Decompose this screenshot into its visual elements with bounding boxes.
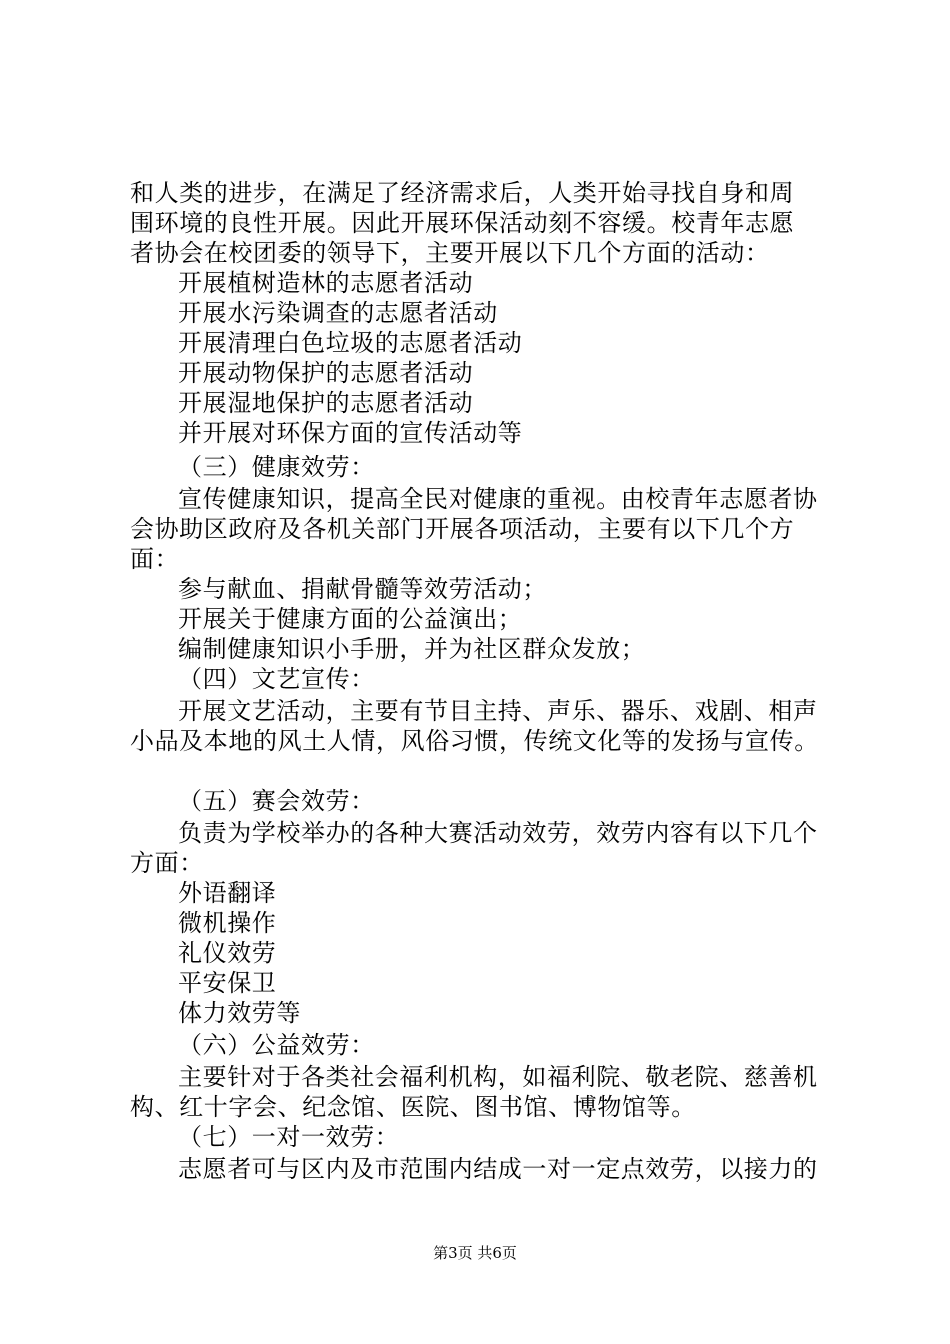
paragraph-line: 志愿者可与区内及市范围内结成一对一定点效劳，以接力的 [178, 1155, 818, 1183]
list-item: 开展水污染调查的志愿者活动 [178, 299, 498, 327]
list-item: 开展湿地保护的志愿者活动 [178, 389, 474, 417]
list-item: 礼仪效劳 [178, 939, 277, 967]
list-item: 并开展对环保方面的宣传活动等 [178, 419, 523, 447]
section-heading: （六）公益效劳： [178, 1031, 375, 1059]
paragraph-line: 主要针对于各类社会福利机构，如福利院、敬老院、慈善机 [178, 1063, 818, 1091]
list-item: 开展清理白色垃圾的志愿者活动 [178, 329, 523, 357]
list-item: 参与献血、捐献骨髓等效劳活动； [178, 575, 547, 603]
list-item: 编制健康知识小手册，并为社区群众发放； [178, 635, 646, 663]
section-heading: （四）文艺宣传： [178, 665, 375, 693]
paragraph-line: 构、红十字会、纪念馆、医院、图书馆、博物馆等。 [130, 1093, 696, 1121]
paragraph-line: 小品及本地的风土人情，风俗习惯，传统文化等的发扬与宣传。 [130, 727, 819, 755]
paragraph-line: 者协会在校团委的领导下，主要开展以下几个方面的活动： [130, 239, 770, 267]
section-heading: （五）赛会效劳： [178, 787, 375, 815]
paragraph-line: 和人类的进步，在满足了经济需求后，人类开始寻找自身和周 [130, 179, 795, 207]
list-item: 平安保卫 [178, 969, 277, 997]
paragraph-line: 会协助区政府及各机关部门开展各项活动，主要有以下几个方 [130, 515, 795, 543]
paragraph-line: 方面： [130, 849, 204, 877]
section-heading: （三）健康效劳： [178, 453, 375, 481]
list-item: 外语翻译 [178, 879, 277, 907]
list-item: 体力效劳等 [178, 999, 301, 1027]
page-number-footer: 第3页 共6页 [433, 1244, 517, 1262]
list-item: 开展关于健康方面的公益演出； [178, 605, 523, 633]
paragraph-line: 负责为学校举办的各种大赛活动效劳，效劳内容有以下几个 [178, 819, 818, 847]
section-heading: （七）一对一效劳： [178, 1123, 400, 1151]
paragraph-line: 围环境的良性开展。因此开展环保活动刻不容缓。校青年志愿 [130, 209, 795, 237]
paragraph-line: 开展文艺活动，主要有节目主持、声乐、器乐、戏剧、相声 [178, 697, 818, 725]
paragraph-line: 宣传健康知识，提高全民对健康的重视。由校青年志愿者协 [178, 485, 818, 513]
paragraph-line: 面： [130, 545, 180, 573]
list-item: 开展动物保护的志愿者活动 [178, 359, 474, 387]
list-item: 开展植树造林的志愿者活动 [178, 269, 474, 297]
list-item: 微机操作 [178, 909, 277, 937]
